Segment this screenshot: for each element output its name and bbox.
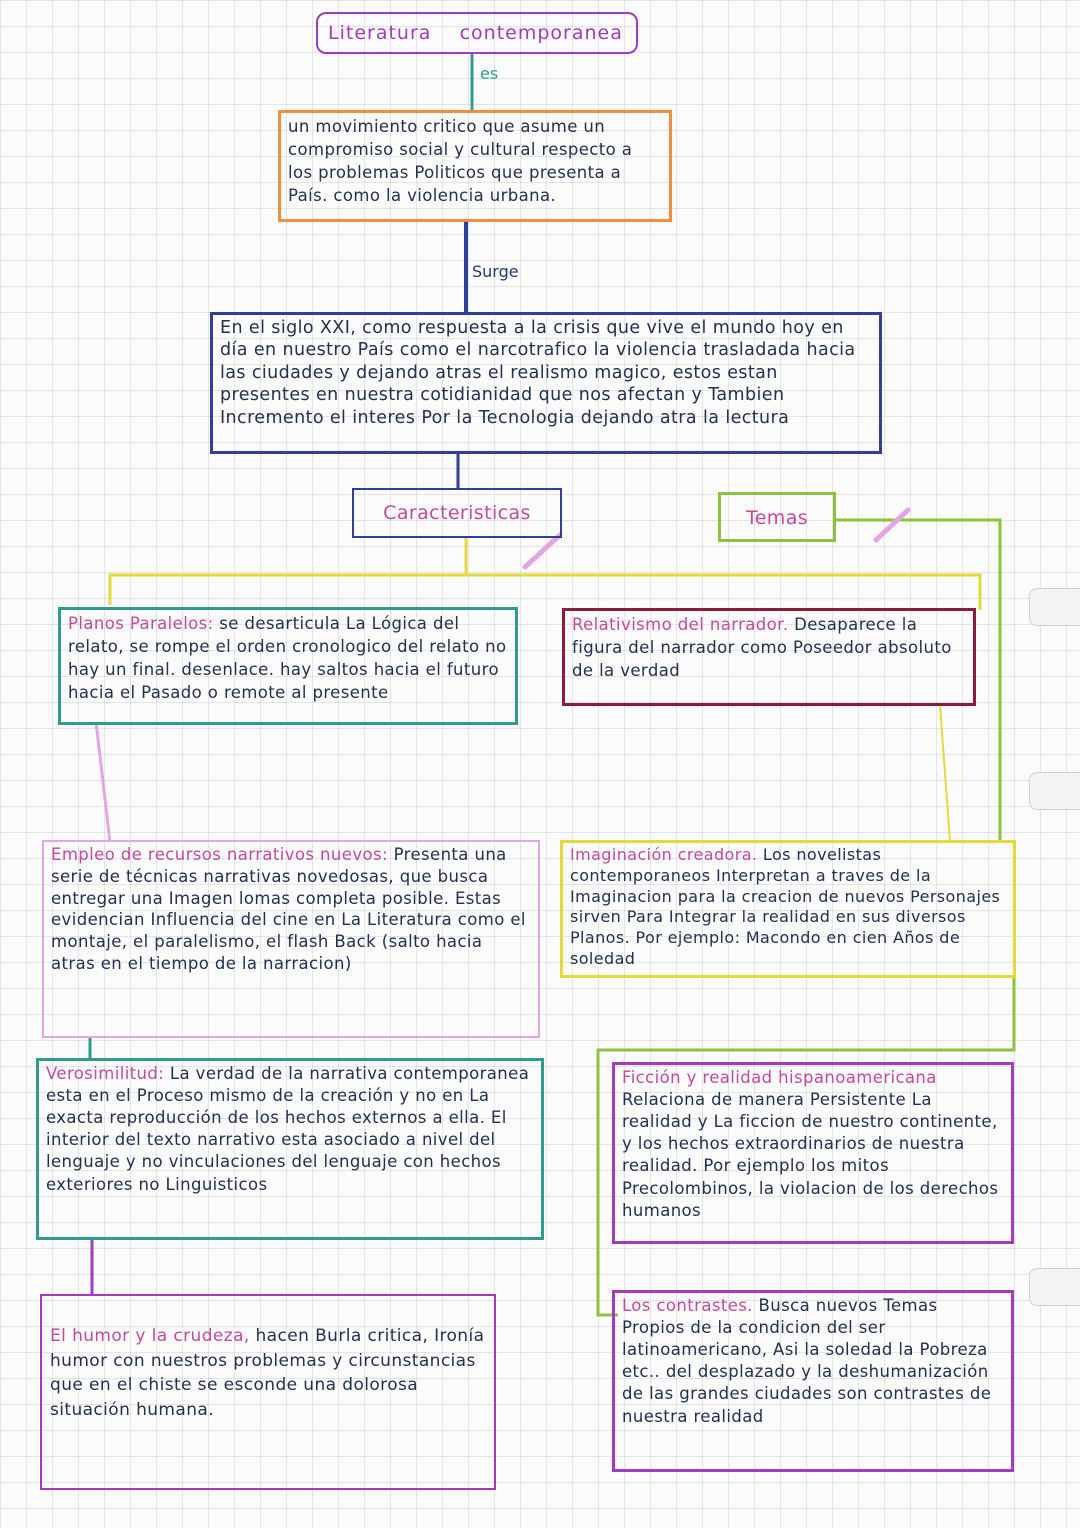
definition-text: un movimiento critico que asume un compromiso social y cultural respecto a los problemas Politicos que presenta a País. como la violencia urbana.	[288, 117, 633, 206]
origin-box	[210, 312, 882, 454]
characteristic-card	[42, 840, 540, 1038]
definition-box	[278, 110, 672, 222]
characteristic-text: Presenta una serie de técnicas narrativas novedosas, que busca entregar una Imagen lomas completa posible. Estas evidencian Influencia del cine en La Literatura como el montaje, el paralelismo, el flash Back (salto hacia atras en el tiempo de la narracion)	[51, 845, 526, 973]
theme-card	[562, 608, 976, 706]
characteristic-text: La verdad de la narrativa contemporanea esta en el Proceso mismo de la creación y no en La exacta reproducción de los hechos externos a ella. El interior del texto narrativo esta asociado a nivel del lenguaje y no vinculaciones del lenguaje con hechos exteriores no Linguisticos	[46, 1064, 530, 1194]
characteristic-text: se desarticula La Lógica del relato, se rompe el orden cronologico del relato no hay un final. desenlace. hay saltos hacia el futuro hacia el Pasado o remote al presente	[68, 614, 507, 703]
theme-text: Relaciona de manera Persistente La realidad y La ficcion de nuestro continente, y los hechos extraordinarios de nuestra realidad. Por ejemplo los mitos Precolombinos, la violacion de los derechos humanos	[622, 1090, 999, 1220]
theme-title: Imaginación creadora.	[570, 845, 758, 864]
characteristic-card	[36, 1058, 544, 1240]
theme-title: Relativismo del narrador.	[572, 615, 789, 634]
connector-label-surge: Surge	[472, 262, 519, 281]
characteristic-text: hacen Burla critica, Ironía humor con nuestros problemas y circunstancias que en el chiste se esconde una dolorosa situación humana.	[50, 1326, 485, 1420]
theme-title: Ficción y realidad hispanoamericana	[622, 1068, 937, 1087]
theme-card	[612, 1290, 1014, 1472]
theme-text: Desaparece la figura del narrador como Poseedor absoluto de la verdad	[572, 615, 952, 681]
origin-text: En el siglo XXI, como respuesta a la crisis que vive el mundo hoy en día en nuestro País como el narcotrafico la violencia trasladada hacia las ciudades y dejando atras el realismo magico, estos estan presentes en nuestra cotidianidad que nos afectan y Tambien Incremento el interes Por la Tecnologia dejando atra la lectura	[220, 318, 856, 428]
title-box	[316, 12, 638, 54]
title-part1: Literatura	[328, 22, 432, 44]
characteristics-label: Caracteristicas	[352, 488, 562, 538]
theme-title: Los contrastes.	[622, 1296, 753, 1315]
characteristic-title: El humor y la crudeza,	[50, 1326, 250, 1346]
characteristic-title: Verosimilitud:	[46, 1064, 165, 1083]
characteristic-card	[40, 1294, 496, 1490]
title-part2: contemporanea	[459, 22, 623, 44]
characteristic-title: Empleo de recursos narrativos nuevos:	[51, 845, 388, 864]
characteristic-title: Planos Paralelos:	[68, 614, 214, 633]
connector-label-es: es	[480, 64, 499, 83]
theme-card	[560, 840, 1016, 978]
theme-card	[612, 1062, 1014, 1244]
theme-text: Los novelistas contemporaneos Interpretan a traves de la Imaginacion para la creacion de nuevos Personajes sirven Para Integrar la realidad en sus diversos Planos. Por ejemplo: Macondo en cien Años de soledad	[570, 845, 1001, 968]
theme-text: Busca nuevos Temas Propios de la condicion del ser latinoamericano, Asi la soledad la Pobreza etc.. del desplazado y la deshumanización de las grandes ciudades son contrastes de nuestra realidad	[622, 1296, 992, 1426]
themes-label: Temas	[718, 492, 836, 542]
characteristic-card	[58, 607, 518, 725]
